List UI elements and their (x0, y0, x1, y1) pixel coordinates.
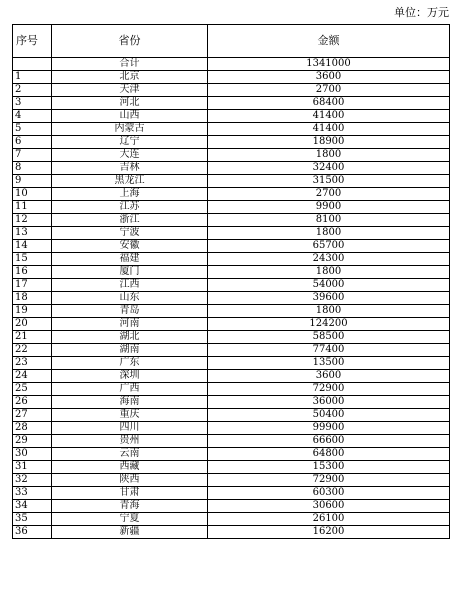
index-cell: 7 (13, 149, 52, 162)
table-row (13, 240, 450, 253)
province-cell: 青岛 (52, 305, 208, 318)
amount-cell: 24300 (208, 253, 450, 266)
table-row (13, 357, 450, 370)
index-cell: 36 (13, 526, 52, 539)
header-province: 省份 (52, 25, 208, 58)
table-row (13, 487, 450, 500)
index-cell: 20 (13, 318, 52, 331)
province-cell: 重庆 (52, 409, 208, 422)
table-row (13, 253, 450, 266)
amount-cell: 16200 (208, 526, 450, 539)
amount-cell: 3600 (208, 370, 450, 383)
table-row (13, 266, 450, 279)
province-cell: 大连 (52, 149, 208, 162)
index-cell: 1 (13, 71, 52, 84)
index-cell: 26 (13, 396, 52, 409)
index-cell: 6 (13, 136, 52, 149)
amount-cell: 2700 (208, 188, 450, 201)
table-row (13, 526, 450, 539)
amount-cell: 64800 (208, 448, 450, 461)
amount-cell: 36000 (208, 396, 450, 409)
province-cell: 浙江 (52, 214, 208, 227)
amount-cell: 18900 (208, 136, 450, 149)
table-row (13, 448, 450, 461)
amount-cell: 68400 (208, 97, 450, 110)
index-cell: 21 (13, 331, 52, 344)
amount-cell: 26100 (208, 513, 450, 526)
table-row (13, 162, 450, 175)
amount-cell: 50400 (208, 409, 450, 422)
index-cell: 19 (13, 305, 52, 318)
header-index: 序号 (13, 25, 52, 58)
index-cell: 3 (13, 97, 52, 110)
province-cell: 山西 (52, 110, 208, 123)
amount-cell: 72900 (208, 383, 450, 396)
province-cell: 北京 (52, 71, 208, 84)
province-cell: 海南 (52, 396, 208, 409)
index-cell: 24 (13, 370, 52, 383)
province-cell: 上海 (52, 188, 208, 201)
table-row (13, 97, 450, 110)
table-row (13, 71, 450, 84)
header-row (13, 25, 450, 58)
table-row (13, 84, 450, 97)
province-cell: 河北 (52, 97, 208, 110)
index-cell: 11 (13, 201, 52, 214)
province-cell: 宁波 (52, 227, 208, 240)
province-cell: 甘肃 (52, 487, 208, 500)
index-cell: 8 (13, 162, 52, 175)
table-row (13, 513, 450, 526)
province-cell: 安徽 (52, 240, 208, 253)
index-cell: 23 (13, 357, 52, 370)
index-cell: 4 (13, 110, 52, 123)
province-cell: 四川 (52, 422, 208, 435)
amount-cell: 66600 (208, 435, 450, 448)
amount-cell: 32400 (208, 162, 450, 175)
table-row (13, 331, 450, 344)
index-cell: 14 (13, 240, 52, 253)
index-cell: 35 (13, 513, 52, 526)
table-row (13, 188, 450, 201)
table-row (13, 461, 450, 474)
table-row (13, 149, 450, 162)
index-cell: 32 (13, 474, 52, 487)
unit-label: 单位：万元 (394, 6, 449, 19)
province-cell: 广东 (52, 357, 208, 370)
province-cell: 内蒙古 (52, 123, 208, 136)
amount-cell: 65700 (208, 240, 450, 253)
amount-cell: 54000 (208, 279, 450, 292)
allocation-table (12, 24, 450, 539)
province-cell: 江苏 (52, 201, 208, 214)
amount-cell: 58500 (208, 331, 450, 344)
table-row (13, 474, 450, 487)
table-row (13, 136, 450, 149)
province-cell: 辽宁 (52, 136, 208, 149)
index-cell: 31 (13, 461, 52, 474)
index-cell: 9 (13, 175, 52, 188)
amount-cell: 31500 (208, 175, 450, 188)
province-cell: 青海 (52, 500, 208, 513)
province-cell: 宁夏 (52, 513, 208, 526)
province-cell: 湖南 (52, 344, 208, 357)
table-row (13, 110, 450, 123)
province-cell: 厦门 (52, 266, 208, 279)
province-cell: 西藏 (52, 461, 208, 474)
province-cell: 新疆 (52, 526, 208, 539)
index-cell: 34 (13, 500, 52, 513)
table-row (13, 318, 450, 331)
amount-cell: 39600 (208, 292, 450, 305)
index-cell: 22 (13, 344, 52, 357)
index-cell: 16 (13, 266, 52, 279)
table-row (13, 123, 450, 136)
index-cell: 29 (13, 435, 52, 448)
amount-cell: 60300 (208, 487, 450, 500)
amount-cell: 3600 (208, 71, 450, 84)
total-label-cell: 合计 (52, 58, 208, 71)
table-row (13, 435, 450, 448)
amount-cell: 1800 (208, 227, 450, 240)
table-row (13, 422, 450, 435)
index-cell: 28 (13, 422, 52, 435)
table-row (13, 214, 450, 227)
amount-cell: 41400 (208, 110, 450, 123)
amount-cell: 15300 (208, 461, 450, 474)
index-cell: 10 (13, 188, 52, 201)
province-cell: 天津 (52, 84, 208, 97)
province-cell: 云南 (52, 448, 208, 461)
province-cell: 湖北 (52, 331, 208, 344)
total-index-cell (13, 58, 52, 71)
province-cell: 陕西 (52, 474, 208, 487)
amount-cell: 77400 (208, 344, 450, 357)
index-cell: 15 (13, 253, 52, 266)
province-cell: 山东 (52, 292, 208, 305)
index-cell: 18 (13, 292, 52, 305)
amount-cell: 1800 (208, 149, 450, 162)
index-cell: 17 (13, 279, 52, 292)
province-cell: 贵州 (52, 435, 208, 448)
table-row (13, 500, 450, 513)
index-cell: 2 (13, 84, 52, 97)
index-cell: 25 (13, 383, 52, 396)
table-row (13, 175, 450, 188)
amount-cell: 124200 (208, 318, 450, 331)
province-cell: 吉林 (52, 162, 208, 175)
table-row (13, 305, 450, 318)
amount-cell: 30600 (208, 500, 450, 513)
index-cell: 5 (13, 123, 52, 136)
province-cell: 广西 (52, 383, 208, 396)
table-row (13, 292, 450, 305)
amount-cell: 99900 (208, 422, 450, 435)
table-row (13, 201, 450, 214)
table-row (13, 227, 450, 240)
province-cell: 河南 (52, 318, 208, 331)
amount-cell: 9900 (208, 201, 450, 214)
header-amount: 金额 (208, 25, 450, 58)
table-row (13, 344, 450, 357)
province-cell: 黑龙江 (52, 175, 208, 188)
amount-cell: 2700 (208, 84, 450, 97)
index-cell: 12 (13, 214, 52, 227)
table-row (13, 396, 450, 409)
total-row (13, 58, 450, 71)
index-cell: 13 (13, 227, 52, 240)
amount-cell: 72900 (208, 474, 450, 487)
total-amount-cell: 1341000 (208, 58, 450, 71)
amount-cell: 41400 (208, 123, 450, 136)
amount-cell: 1800 (208, 305, 450, 318)
index-cell: 33 (13, 487, 52, 500)
province-cell: 江西 (52, 279, 208, 292)
index-cell: 27 (13, 409, 52, 422)
table-row (13, 409, 450, 422)
amount-cell: 8100 (208, 214, 450, 227)
table-row (13, 383, 450, 396)
table-row (13, 370, 450, 383)
index-cell: 30 (13, 448, 52, 461)
province-cell: 福建 (52, 253, 208, 266)
table-row (13, 279, 450, 292)
province-cell: 深圳 (52, 370, 208, 383)
amount-cell: 13500 (208, 357, 450, 370)
amount-cell: 1800 (208, 266, 450, 279)
